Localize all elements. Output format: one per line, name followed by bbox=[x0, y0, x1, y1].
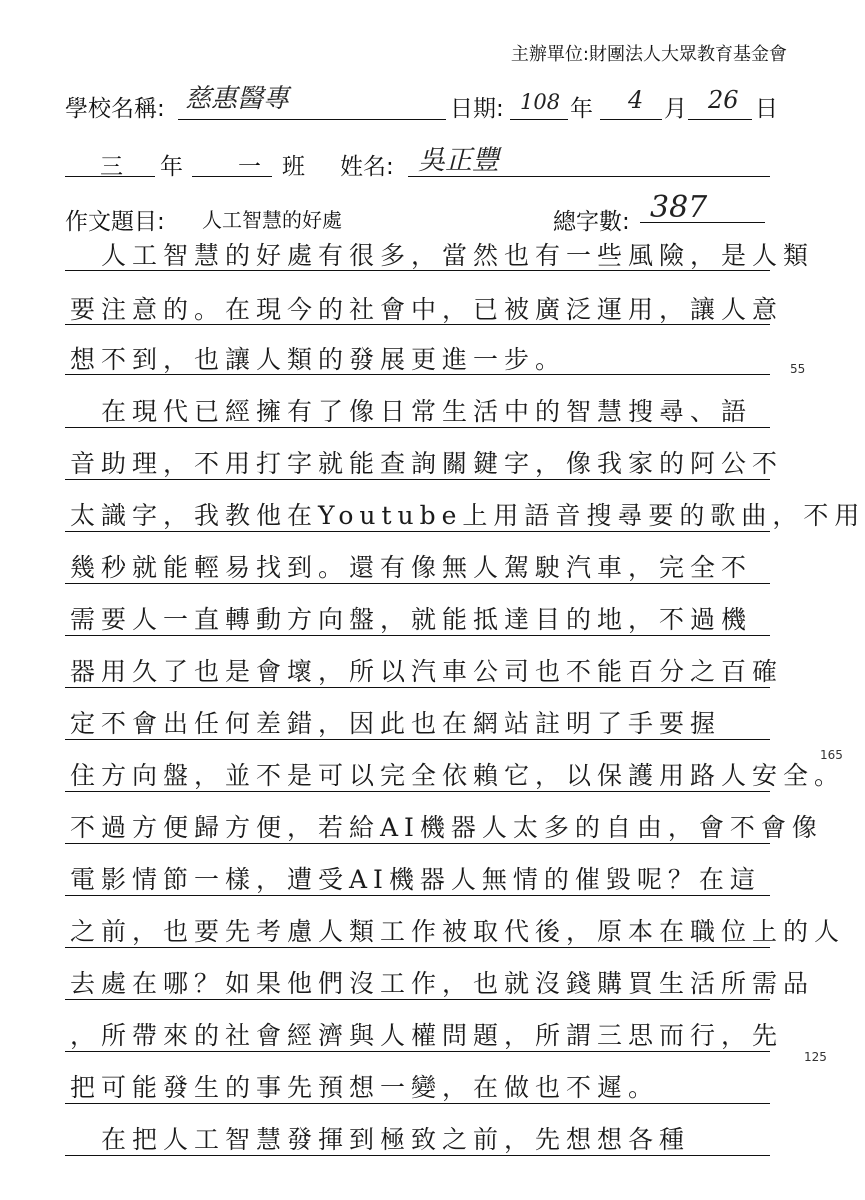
essay-rule bbox=[65, 739, 770, 740]
essay-rule bbox=[65, 270, 770, 271]
name-underline bbox=[408, 176, 770, 177]
topic-value: 人工智慧的好處 bbox=[202, 208, 342, 232]
essay-rule bbox=[65, 583, 770, 584]
essay-line-text: 器用久了也是會壞，所以汽車公司也不能百分之百確 bbox=[70, 657, 784, 686]
essay-line-text: 要注意的。在現今的社會中，已被廣泛運用，讓人意 bbox=[70, 295, 784, 324]
margin-count-note: 125 bbox=[804, 1050, 827, 1064]
topic-label: 作文題目: bbox=[65, 209, 165, 235]
school-label: 學校名稱: bbox=[65, 96, 165, 122]
day-label: 日 bbox=[755, 96, 778, 122]
essay-line-text: 需要人一直轉動方向盤，就能抵達目的地，不過機 bbox=[70, 605, 753, 634]
date-month: 4 bbox=[628, 86, 644, 114]
essay-line-text: 太識字，我教他在Youtube上用語音搜尋要的歌曲，不用 bbox=[70, 501, 865, 530]
date-day-underline bbox=[688, 119, 752, 120]
essay-line-text: 在現代已經擁有了像日常生活中的智慧搜尋、語 bbox=[70, 397, 753, 426]
essay-rule bbox=[65, 1051, 770, 1052]
date-year-underline bbox=[510, 119, 568, 120]
date-label: 日期: bbox=[450, 96, 504, 122]
wordcount-label: 總字數: bbox=[553, 209, 630, 235]
school-value: 慈惠醫專 bbox=[185, 84, 290, 114]
school-underline bbox=[178, 119, 446, 120]
name-label: 姓名: bbox=[340, 154, 394, 180]
class-label: 班 bbox=[282, 154, 305, 180]
organizer-label: 主辦單位:財團法人大眾教育基金會 bbox=[510, 44, 787, 65]
essay-line-text: 去處在哪？如果他們沒工作，也就沒錢購買生活所需品 bbox=[70, 969, 815, 998]
date-year: 108 bbox=[520, 90, 561, 114]
essay-line-text: 把可能發生的事先預想一變，在做也不遲。 bbox=[70, 1073, 660, 1102]
essay-rule bbox=[65, 843, 770, 844]
essay-line-text: 在把人工智慧發揮到極致之前，先想想各種 bbox=[70, 1125, 691, 1154]
wordcount-value: 387 bbox=[650, 190, 708, 225]
date-day: 26 bbox=[708, 86, 739, 114]
essay-rule bbox=[65, 635, 770, 636]
essay-rule bbox=[65, 1103, 770, 1104]
margin-count-note: 55 bbox=[790, 362, 806, 376]
essay-rule bbox=[65, 895, 770, 896]
essay-line-text: 音助理，不用打字就能查詢關鍵字，像我家的阿公不 bbox=[70, 449, 784, 478]
essay-rule bbox=[65, 947, 770, 948]
essay-line-text: 之前，也要先考慮人類工作被取代後，原本在職位上的人 bbox=[70, 917, 846, 946]
essay-rule bbox=[65, 791, 770, 792]
grade-label: 年 bbox=[160, 154, 183, 180]
essay-rule bbox=[65, 479, 770, 480]
essay-rule bbox=[65, 427, 770, 428]
class-value: 一 bbox=[238, 154, 261, 180]
grade-underline bbox=[65, 176, 155, 177]
essay-line-text: 幾秒就能輕易找到。還有像無人駕駛汽車，完全不 bbox=[70, 553, 753, 582]
essay-rule bbox=[65, 1155, 770, 1156]
essay-line-text: 想不到，也讓人類的發展更進一步。 bbox=[70, 345, 567, 374]
essay-line-text: ，所帶來的社會經濟與人權問題，所謂三思而行，先 bbox=[70, 1021, 784, 1050]
date-month-underline bbox=[600, 119, 662, 120]
class-underline bbox=[192, 176, 272, 177]
essay-rule bbox=[65, 687, 770, 688]
essay-line-text: 不過方便歸方便，若給AI機器人太多的自由，會不會像 bbox=[70, 813, 823, 842]
name-value: 吳正豐 bbox=[418, 145, 499, 176]
essay-rule bbox=[65, 324, 770, 325]
margin-count-note: 165 bbox=[820, 748, 843, 762]
year-label: 年 bbox=[570, 96, 593, 122]
grade-value: 三 bbox=[100, 154, 123, 180]
essay-rule bbox=[65, 374, 770, 375]
essay-rule bbox=[65, 999, 770, 1000]
essay-rule bbox=[65, 531, 770, 532]
essay-line-text: 電影情節一樣，遭受AI機器人無情的催毀呢？在這 bbox=[70, 865, 761, 894]
essay-line-text: 住方向盤，並不是可以完全依賴它，以保護用路人安全。 bbox=[70, 761, 846, 790]
month-label: 月 bbox=[664, 96, 687, 122]
wordcount-underline bbox=[640, 222, 765, 223]
essay-line-text: 人工智慧的好處有很多，當然也有一些風險，是人類 bbox=[70, 241, 815, 270]
essay-line-text: 定不會出任何差錯，因此也在網站註明了手要握 bbox=[70, 709, 722, 738]
